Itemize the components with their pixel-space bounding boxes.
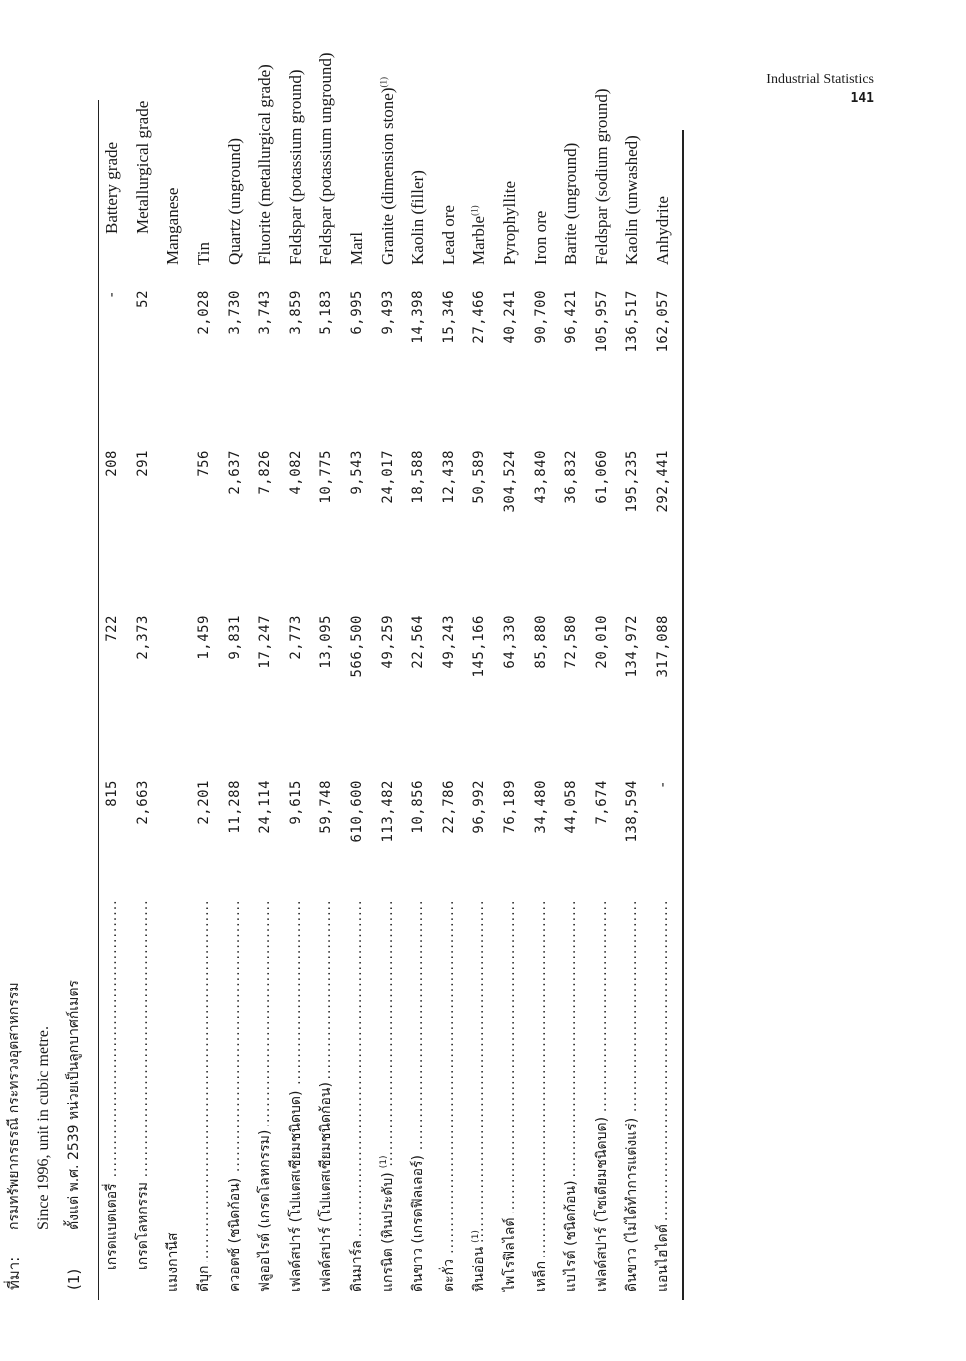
table-sub-row <box>128 0 158 1300</box>
thai-label-cell <box>587 900 617 1292</box>
thai-label: ดีบุก <box>196 1262 212 1292</box>
table-row <box>281 0 311 1300</box>
value-cell-4: 3,859 <box>287 290 304 335</box>
table-row <box>250 0 280 1300</box>
value-cell-1: 44,058 <box>563 780 580 834</box>
value-cell-2: 1,459 <box>196 615 212 660</box>
value-cell-1: 9,615 <box>287 780 304 825</box>
value-cell-2: 145,166 <box>471 615 488 678</box>
value-cell-4: 3,743 <box>257 290 274 335</box>
table-row <box>495 0 525 1300</box>
value-cell-1: 138,594 <box>624 780 641 843</box>
english-label <box>464 205 494 265</box>
source-thai <box>2 90 26 1290</box>
thai-label-cell <box>648 900 678 1292</box>
value-cell-2: 49,243 <box>440 615 457 669</box>
english-label-text: Iron ore <box>530 210 550 265</box>
value-cell-2: 722 <box>104 615 121 642</box>
value-cell-4: 27,466 <box>471 290 488 344</box>
value-cell-2: 9,831 <box>226 615 243 660</box>
thai-label: แกรนิต (หินประดับ) <box>380 1168 396 1292</box>
footnote-ref: (1) <box>471 1226 481 1243</box>
english-label-text: Fluorite (metallurgical grade) <box>255 64 275 265</box>
english-label-text: Kaolin (filler) <box>408 170 428 265</box>
english-label <box>617 135 647 265</box>
thai-label-cell <box>128 900 158 1270</box>
thai-label: ดินขาว (เกรดฟิลเลอร์) <box>410 1151 426 1292</box>
table-group-header <box>158 0 188 1300</box>
english-label-text: Marl <box>347 231 366 265</box>
value-cell-3: 4,082 <box>287 450 304 495</box>
value-cell-1: 22,786 <box>440 780 457 834</box>
value-cell-4: 52 <box>134 290 151 308</box>
english-label-text: Tin <box>194 241 213 265</box>
value-cell-3: 2,637 <box>226 450 243 495</box>
value-cell-1: 96,992 <box>471 780 488 834</box>
value-cell-4: 105,957 <box>593 290 610 353</box>
english-label-text: Feldspar (sodium ground) <box>591 88 611 265</box>
thai-label: ไพโรฟิลไลต์ <box>502 1213 518 1292</box>
table-row <box>403 0 433 1300</box>
value-cell-3: 292,441 <box>655 450 671 513</box>
english-label-text: Anhydrite <box>653 196 672 265</box>
table-row <box>373 0 403 1300</box>
value-cell-3: 208 <box>104 450 121 477</box>
thai-label-cell <box>526 900 556 1292</box>
english-label-text: Feldspar (potassium ground) <box>285 69 305 265</box>
english-label <box>128 101 158 234</box>
thai-label: เกรดแบตเตอรี่ <box>104 1179 120 1270</box>
value-cell-1: 76,189 <box>502 780 518 834</box>
value-cell-1: 59,748 <box>318 780 335 834</box>
value-cell-1: 24,114 <box>257 780 274 834</box>
note-text: กรมทรัพยากรธรณี กระทรวงอุตสาหกรรม <box>6 982 22 1230</box>
english-label <box>97 142 127 234</box>
section-title: Industrial Statistics <box>766 72 874 87</box>
english-label-text: Granite (dimension stone) <box>377 87 397 265</box>
table-row <box>648 0 678 1300</box>
thai-label-cell <box>311 900 341 1292</box>
value-cell-2: 317,088 <box>655 615 671 678</box>
value-cell-3: 61,060 <box>593 450 610 504</box>
table-row <box>311 0 341 1300</box>
english-label-text: Pyrophyllite <box>500 180 519 265</box>
value-cell-4: 136,517 <box>624 290 641 353</box>
value-cell-2: 2,773 <box>287 615 304 660</box>
table-row <box>526 0 556 1300</box>
page-number: 141 <box>850 91 874 106</box>
english-label <box>403 170 433 265</box>
english-label <box>648 196 678 265</box>
value-cell-1: 34,480 <box>532 780 549 834</box>
note-text: ตั้งแต่ พ.ศ. 2539 หน่วยเป็นลูกบาศก์เมตร <box>66 980 82 1230</box>
table-row <box>342 0 372 1300</box>
english-label <box>342 232 372 265</box>
thai-label: เหล็ก <box>533 1257 549 1292</box>
thai-label: ควอตซ์ (ชนิดก้อน) <box>227 1174 243 1292</box>
value-cell-3: 10,775 <box>318 450 335 504</box>
english-label-text: Metallurgical grade <box>132 100 152 234</box>
thai-label-cell <box>617 900 647 1292</box>
value-cell-1: 2,663 <box>134 780 151 825</box>
thai-label: เฟลด์สปาร์ (โปแตสเซียมชนิดก้อน) <box>318 1078 334 1292</box>
value-cell-3: 291 <box>134 450 151 477</box>
english-label <box>281 70 311 265</box>
thai-label-cell <box>220 900 250 1292</box>
thai-label: หินอ่อน <box>471 1243 487 1292</box>
english-label <box>220 138 250 265</box>
value-cell-4: 96,421 <box>563 290 580 344</box>
table-row <box>464 0 494 1300</box>
value-cell-3: 36,832 <box>563 450 580 504</box>
note-text: Since 1996, unit in cubic metre. <box>35 1026 52 1230</box>
value-cell-2: 134,972 <box>624 615 641 678</box>
note-marker: ที่มา: <box>5 1256 23 1290</box>
english-label <box>434 205 464 265</box>
english-label <box>556 143 586 265</box>
table-row <box>189 0 219 1300</box>
note-marker: (1) <box>65 1268 83 1290</box>
value-cell-4: 162,057 <box>655 290 671 353</box>
english-label-text: Lead ore <box>438 205 458 265</box>
value-cell-4: 14,398 <box>410 290 427 344</box>
value-cell-2: 20,010 <box>593 615 610 669</box>
value-cell-4: - <box>104 290 121 299</box>
value-cell-4: 9,493 <box>379 290 396 335</box>
table-bottom-rule <box>98 100 99 1300</box>
english-label <box>526 211 556 265</box>
value-cell-3: 24,017 <box>379 450 396 504</box>
value-cell-4: 40,241 <box>502 290 518 344</box>
value-cell-4: 2,028 <box>196 290 212 335</box>
thai-label: แมงกานีส <box>165 1228 181 1292</box>
value-cell-4: 15,346 <box>440 290 457 344</box>
value-cell-4: 6,995 <box>349 290 365 335</box>
value-cell-3: 9,543 <box>349 450 365 495</box>
english-label <box>158 188 188 265</box>
value-cell-1: 10,856 <box>410 780 427 834</box>
english-label-text: Barite (unground) <box>561 142 581 265</box>
value-cell-3: 18,588 <box>410 450 427 504</box>
thai-label-cell <box>556 900 586 1292</box>
thai-label: เฟลด์สปาร์ (โซเดียมชนิดบด) <box>594 1113 610 1292</box>
value-cell-3: 756 <box>196 450 212 477</box>
value-cell-4: 3,730 <box>226 290 243 335</box>
value-cell-1: 610,600 <box>349 780 365 843</box>
value-cell-2: 64,330 <box>502 615 518 669</box>
value-cell-2: 17,247 <box>257 615 274 669</box>
english-label-text: Feldspar (potassium unground) <box>316 52 336 265</box>
table-top-rule <box>682 130 684 1300</box>
value-cell-3: 50,589 <box>471 450 488 504</box>
value-cell-4: 90,700 <box>532 290 549 344</box>
value-cell-2: 72,580 <box>563 615 580 669</box>
footnote-ref: (1) <box>377 76 388 88</box>
table-row <box>434 0 464 1300</box>
footnote-thai <box>62 90 86 1290</box>
thai-label-cell <box>464 900 494 1292</box>
english-label-text: Marble <box>469 215 489 265</box>
value-cell-1: 815 <box>104 780 121 807</box>
footnote-ref: (1) <box>379 1151 389 1168</box>
english-label-text: Battery grade <box>102 141 122 234</box>
thai-label: ดินมาร์ล <box>349 1236 365 1292</box>
table-row <box>587 0 617 1300</box>
english-label <box>189 242 219 265</box>
table-sub-row <box>97 0 127 1300</box>
thai-label: เกรดโลหกรรม <box>135 1178 151 1270</box>
thai-label-cell <box>373 900 403 1292</box>
value-cell-3: 43,840 <box>532 450 549 504</box>
thai-label-cell <box>434 900 464 1292</box>
thai-label-cell <box>97 900 127 1270</box>
value-cell-1: 11,288 <box>226 780 243 834</box>
thai-label: ฟลูออไรต์ (เกรดโลหกรรม) <box>257 1126 273 1292</box>
value-cell-4: 5,183 <box>318 290 335 335</box>
thai-label: เฟลด์สปาร์ (โปแตสเซียมชนิดบด) <box>288 1087 304 1292</box>
value-cell-1: 2,201 <box>196 780 212 825</box>
table-row <box>556 0 586 1300</box>
thai-label-cell <box>189 900 219 1292</box>
table-row <box>220 0 250 1300</box>
value-cell-2: 566,500 <box>349 615 365 678</box>
rotated-table-block <box>5 0 888 1300</box>
english-label <box>250 64 280 265</box>
value-cell-2: 85,880 <box>532 615 549 669</box>
value-cell-3: 195,235 <box>624 450 641 513</box>
value-cell-1: 113,482 <box>379 780 396 843</box>
value-cell-2: 2,373 <box>134 615 151 660</box>
thai-label: แบไรต์ (ชนิดก้อน) <box>563 1176 579 1292</box>
english-label-text: Manganese <box>163 187 183 265</box>
thai-label-cell <box>250 900 280 1292</box>
thai-label-cell <box>281 900 311 1292</box>
english-label <box>311 53 341 265</box>
value-cell-2: 49,259 <box>379 615 396 669</box>
thai-label: ตะกั่ว <box>441 1255 457 1292</box>
thai-label-cell <box>403 900 433 1292</box>
value-cell-3: 12,438 <box>440 450 457 504</box>
english-label <box>373 77 403 265</box>
footnote-ref: (1) <box>469 205 480 216</box>
footnote-english <box>32 90 56 1290</box>
thai-label: ดินขาว (ไม่ได้ทำการแต่งแร่) <box>624 1114 640 1292</box>
thai-label-cell <box>495 900 525 1292</box>
english-label <box>495 181 525 265</box>
english-label <box>587 88 617 265</box>
table-row <box>617 0 647 1300</box>
thai-label: แอนไฮไดต์ <box>655 1220 671 1292</box>
value-cell-2: 13,095 <box>318 615 335 669</box>
value-cell-3: 304,524 <box>502 450 518 513</box>
english-label-text: Quartz (unground) <box>224 138 244 265</box>
value-cell-1: - <box>655 780 671 789</box>
thai-label-cell <box>342 900 372 1292</box>
value-cell-1: 7,674 <box>593 780 610 825</box>
thai-label-cell <box>158 900 188 1292</box>
value-cell-3: 7,826 <box>257 450 274 495</box>
english-label-text: Kaolin (unwashed) <box>622 135 642 265</box>
value-cell-2: 22,564 <box>410 615 427 669</box>
